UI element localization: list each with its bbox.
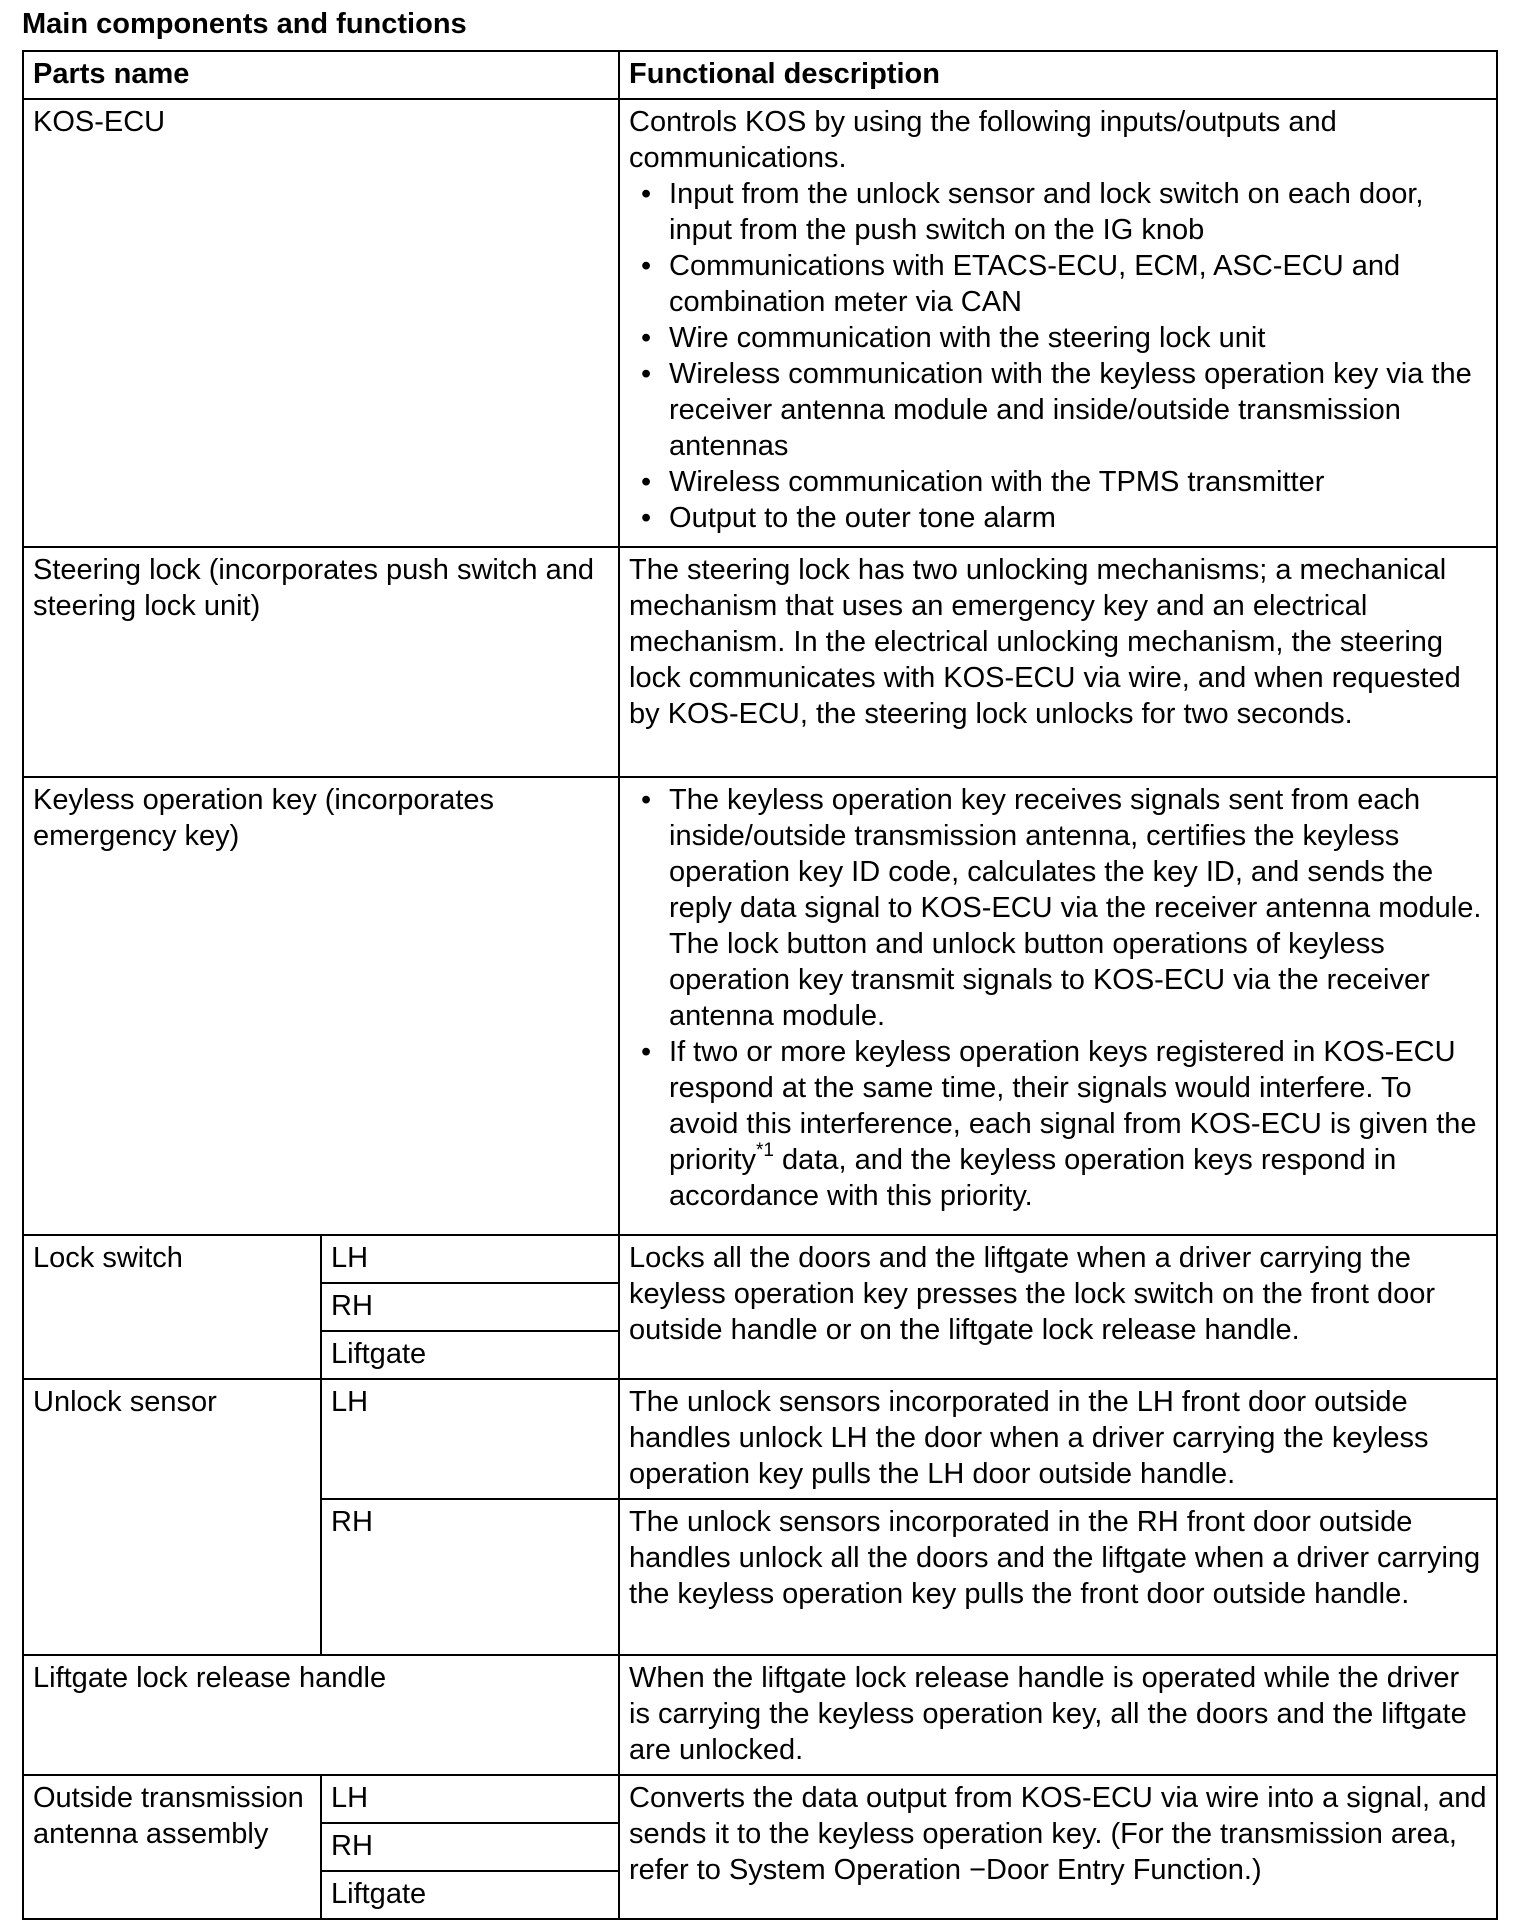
bullet-item: • Input from the unlock sensor and lock switch on each door, input from the push switch on the IG knob <box>669 176 1487 248</box>
description-unlock-sensor-rh <box>619 1499 1497 1655</box>
part-name-text: KOS-ECU <box>33 106 166 138</box>
sub-part-liftgate: Liftgate <box>321 1871 619 1919</box>
bullet-item: • Wireless communication with the TPMS transmitter <box>669 464 1487 500</box>
part-name-liftgate-lock-release-handle <box>23 1655 619 1775</box>
part-name-outside-transmission-antenna <box>23 1775 321 1919</box>
sub-part-rh: RH <box>321 1823 619 1871</box>
table-row-outside-antenna-lh <box>23 1775 1497 1823</box>
part-name-text: Steering lock (incorporates push switch and steering lock unit) <box>33 554 594 622</box>
sub-part-rh: RH <box>321 1283 619 1331</box>
bullet-item: • Communications with ETACS-ECU, ECM, ASC-ECU and combination meter via CAN <box>669 248 1487 320</box>
bullet-list <box>629 176 1487 536</box>
table-row-keyless-operation-key <box>23 777 1497 1235</box>
header-parts-name: Parts name <box>23 51 619 99</box>
part-name-text: Liftgate lock release handle <box>33 1662 387 1694</box>
part-name-text: Lock switch <box>33 1242 183 1274</box>
description-intro: Controls KOS by using the following inputs/outputs and communications. <box>629 106 1337 174</box>
sub-part-lh: LH <box>321 1379 619 1499</box>
table-row-unlock-sensor-lh <box>23 1379 1497 1499</box>
description-text: The steering lock has two unlocking mechanisms; a mechanical mechanism that uses an emergency key and an electrical mechanism. In the electrical unlocking mechanism, the steering lock communicates with KOS-ECU via wire, and when requested by KOS-ECU, the steering lock unlocks for two seconds. <box>629 554 1461 730</box>
description-kos-ecu <box>619 99 1497 547</box>
components-table <box>22 50 1498 1920</box>
description-text: When the liftgate lock release handle is operated while the driver is carrying the keyless operation key, all the doors and the liftgate are unlocked. <box>629 1662 1467 1766</box>
description-lock-switch <box>619 1235 1497 1379</box>
part-name-unlock-sensor <box>23 1379 321 1655</box>
bullet-item: • Output to the outer tone alarm <box>669 500 1487 536</box>
description-text: The unlock sensors incorporated in the LH front door outside handles unlock LH the door when a driver carrying the keyless operation key pulls the LH door outside handle. <box>629 1386 1429 1490</box>
sub-part-liftgate: Liftgate <box>321 1331 619 1379</box>
description-liftgate-lock-release-handle <box>619 1655 1497 1775</box>
description-text: Locks all the doors and the liftgate when a driver carrying the keyless operation key presses the lock switch on the front door outside handle or on the liftgate lock release handle. <box>629 1242 1435 1346</box>
table-row-liftgate-lock-release-handle <box>23 1655 1497 1775</box>
part-name-text: Keyless operation key (incorporates emergency key) <box>33 784 495 852</box>
table-row-lock-switch-lh <box>23 1235 1497 1283</box>
part-name-text: Unlock sensor <box>33 1386 217 1418</box>
sub-part-rh: RH <box>321 1499 619 1655</box>
bullet-item: • Wireless communication with the keyless operation key via the receiver antenna module and inside/outside transmission antennas <box>669 356 1487 464</box>
footnote-marker: *1 <box>756 1140 774 1162</box>
part-name-keyless-operation-key <box>23 777 619 1235</box>
bullet-list <box>629 782 1487 1214</box>
header-functional-description: Functional description <box>619 51 1497 99</box>
bullet-text: data, and the keyless operation keys respond in accordance with this priority. <box>669 1144 1397 1212</box>
bullet-item: • The keyless operation key receives signals sent from each inside/outside transmission antenna, certifies the keyless operation key ID code, calculates the key ID, and sends the reply data signal to KOS-ECU via the receiver antenna module. The lock button and unlock button operations of keyless operation key transmit signals to KOS-ECU via the receiver antenna module. <box>669 782 1487 1034</box>
table-header-row <box>23 51 1497 99</box>
description-steering-lock <box>619 547 1497 777</box>
description-keyless-operation-key <box>619 777 1497 1235</box>
description-text: Converts the data output from KOS-ECU via wire into a signal, and sends it to the keyless operation key. (For the transmission area, refer to System Operation −Door Entry Function.) <box>629 1782 1487 1886</box>
page-title: Main components and functions <box>22 8 467 40</box>
part-name-kos-ecu <box>23 99 619 547</box>
part-name-lock-switch <box>23 1235 321 1379</box>
table-row-kos-ecu <box>23 99 1497 547</box>
description-outside-transmission-antenna <box>619 1775 1497 1919</box>
part-name-text: Outside transmission antenna assembly <box>33 1782 304 1850</box>
sub-part-lh: LH <box>321 1235 619 1283</box>
sub-part-lh: LH <box>321 1775 619 1823</box>
bullet-item: • Wire communication with the steering lock unit <box>669 320 1487 356</box>
part-name-steering-lock <box>23 547 619 777</box>
description-text: The unlock sensors incorporated in the RH front door outside handles unlock all the doors and the liftgate when a driver carrying the keyless operation key pulls the front door outside handle. <box>629 1506 1481 1610</box>
table-row-steering-lock <box>23 547 1497 777</box>
bullet-text: If two or more keyless operation keys registered in KOS-ECU respond at the same time, their signals would interfere. To avoid this interference, each signal from KOS-ECU is given the priority <box>669 1036 1477 1176</box>
bullet-item <box>669 1034 1487 1214</box>
description-unlock-sensor-lh <box>619 1379 1497 1499</box>
